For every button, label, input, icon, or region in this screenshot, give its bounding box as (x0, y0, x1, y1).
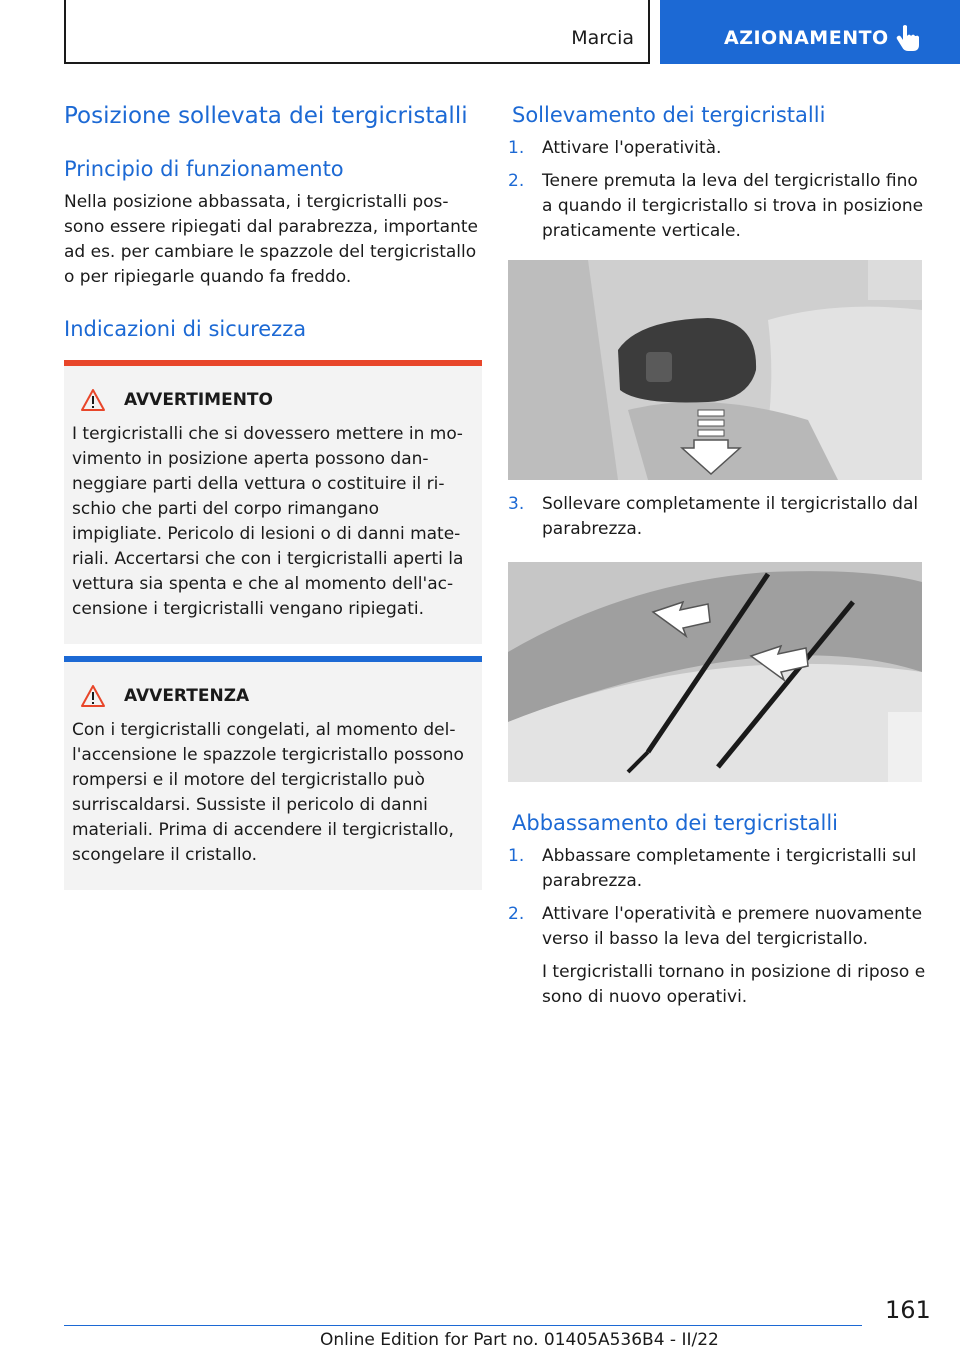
notice-text: Con i tergicristalli congelati, al momento dell'accensione le spazzole tergicristallo possono rompersi e il motore del tergicristallo può surriscaldarsi. Sussiste il pericolo di danni materiali. Prima di accendere il tergicristallo, scongelare il cristallo. (72, 720, 464, 865)
list-item: 3. Sollevare completamente il tergicristallo dal parabrezza. (508, 494, 919, 539)
hand-pointer-icon (896, 24, 922, 52)
raise-heading: Sollevamento dei tergicristalli (512, 103, 826, 127)
header-section-title: Marcia (571, 27, 634, 49)
list-item: 1. Abbassare completamente i tergicristalli sul parabrezza. (508, 846, 917, 891)
warning-triangle-icon (80, 388, 106, 412)
warning-box (64, 366, 482, 644)
warning-block (64, 360, 482, 644)
header-chapter-title: AZIONAMENTO (724, 27, 889, 49)
header-section-box (64, 0, 650, 64)
wiper-lever-photo (508, 260, 922, 480)
footer-divider (64, 1325, 862, 1326)
warning-header (72, 388, 474, 412)
safety-heading: Indicazioni di sicurezza (64, 317, 307, 341)
notice-title: AVVERTENZA (124, 686, 250, 706)
warning-text: I tergicristalli che si dovessero mettere in movimento in posizione aperta possono danneggiare parti della vettura o costituire il rischio che parti del corpo rimangano impigliate. Pericolo di lesioni o di danni materiali. Accertarsi che con i tergicristalli aperti la vettura sia spenta e che al momento dell'accensione i tergicristalli vengano ripiegati. (72, 424, 464, 619)
lower-steps-list (508, 844, 926, 952)
principle-text: Nella posizione abbassata, i tergicristalli possono essere ripiegati dal parabrezza, importante ad es. per cambiare le spazzole del tergicristallo o per ripiegarle quando fa freddo. (64, 192, 478, 287)
left-column (64, 100, 482, 890)
list-item: 2. Attivare l'operatività e premere nuovamente verso il basso la leva del tergicristallo. (508, 904, 923, 949)
lower-heading: Abbassamento dei tergicristalli (512, 811, 838, 835)
wiper-lever-illustration (508, 260, 922, 480)
footer-edition: Online Edition for Part no. 01405A536B4 - II/22 (320, 1330, 719, 1350)
warning-title: AVVERTIMENTO (124, 390, 273, 410)
windshield-illustration (508, 562, 922, 782)
header-chapter-tab (660, 0, 960, 64)
list-item: 1. Attivare l'operatività. (508, 138, 722, 158)
raise-steps-list (508, 136, 926, 244)
lower-result-text: I tergicristalli tornano in posizione di riposo e sono di nuovo operativi. (542, 962, 926, 1007)
notice-header (72, 684, 474, 708)
windshield-photo (508, 562, 922, 782)
warning-triangle-icon (80, 684, 106, 708)
notice-box (64, 662, 482, 890)
page-title: Posizione sollevata dei tergicristalli (64, 103, 468, 129)
list-item: 2. Tenere premuta la leva del tergicristallo fino a quando il tergicristallo si trova in posizione praticamente verticale. (508, 171, 924, 241)
page-number: 161 (885, 1296, 931, 1324)
raise-steps-list-continued (508, 492, 926, 542)
principle-heading: Principio di funzionamento (64, 157, 344, 181)
notice-block (64, 656, 482, 890)
right-column (508, 100, 926, 1010)
